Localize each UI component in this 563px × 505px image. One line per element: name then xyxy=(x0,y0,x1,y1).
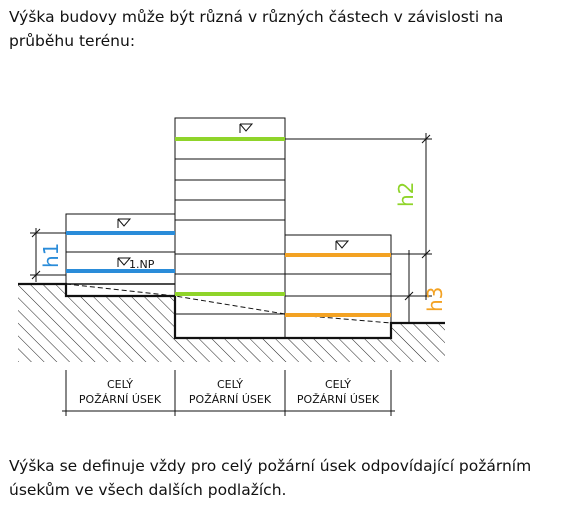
h3-label: h3 xyxy=(423,286,447,312)
section-2-line1: CELÝ xyxy=(216,378,244,391)
h2-label: h2 xyxy=(394,181,418,207)
middle-building xyxy=(175,118,285,338)
section-1-line2: POŽÁRNÍ ÚSEK xyxy=(78,393,162,406)
floor-label: 1.NP xyxy=(129,258,155,271)
section-3-line2: POŽÁRNÍ ÚSEK xyxy=(296,393,380,406)
section-1-line1: CELÝ xyxy=(106,378,134,391)
h1-label: h1 xyxy=(39,242,63,268)
intro-text: Výška budovy může být různá v různých částech v závislosti na průběhu terénu: xyxy=(9,8,504,50)
footer-text: Výška se definuje vždy pro celý požární úsek odpovídající požárním úsekům ve všech dalších podlažích. xyxy=(9,457,532,499)
left-building xyxy=(66,214,175,296)
section-2-line2: POŽÁRNÍ ÚSEK xyxy=(188,393,272,406)
section-3-line1: CELÝ xyxy=(324,378,352,391)
right-building xyxy=(285,235,391,338)
